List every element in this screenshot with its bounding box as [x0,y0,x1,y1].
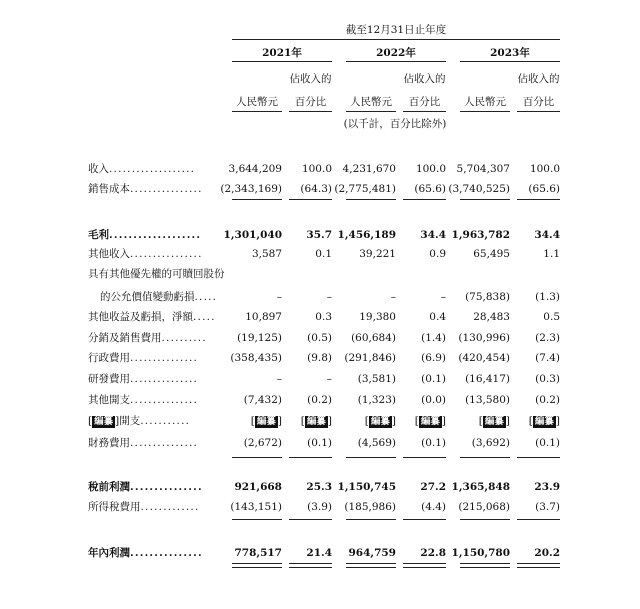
amount-cell: (19,125) [237,332,282,344]
percent-cell: (0.1) [535,437,560,449]
table-rule [289,563,332,568]
unit-note: (以千計，百分比除外) [343,118,447,130]
amount-cell: (3,740,525) [448,183,510,195]
table-rule [346,519,396,520]
row-label: 毛利................... [88,229,202,241]
percent-cell: (1.4) [421,332,446,344]
amount-cell: (215,068) [458,501,510,513]
percent-cell: (0.1) [421,437,446,449]
percent-cell: 0.4 [429,311,446,323]
year-2022: 2022年 [376,47,416,59]
rmb-header-2021: 人民幣元 [236,96,278,108]
table-rule [232,199,282,200]
row-label: 分銷及銷售費用.......... [88,332,207,344]
percent-cell: 100.0 [301,163,332,175]
amount-cell: 778,517 [234,547,282,559]
amount-cell: 3,644,209 [228,163,282,175]
amount-cell: 964,759 [348,547,396,559]
row-label: 行政費用............... [88,352,199,364]
amount-cell: 1,456,189 [337,229,396,241]
percent-cell: (64.3) [300,183,332,195]
table-rule [403,519,446,520]
amount-cell: 10,897 [245,311,282,323]
percent-cell: (0.3) [535,373,560,385]
table-rule [403,563,446,568]
amount-cell: (3,581) [357,373,396,385]
pct-header-2021: 百分比 [294,96,327,108]
row-label: 年內利潤............... [88,547,203,559]
header-rule [232,111,282,112]
percent-cell: (0.0) [421,394,446,406]
percent-cell: (3.7) [535,501,560,513]
redacted-cell: [ 編纂 ] [528,415,560,427]
amount-cell: (358,435) [230,352,282,364]
percent-cell: (0.2) [307,394,332,406]
percent-cell: 0.5 [543,311,560,323]
percent-cell: – [440,291,446,303]
percent-cell: (7.4) [535,352,560,364]
row-label: 收入................... [88,163,196,175]
header-rule [346,111,396,112]
amount-cell: – [276,291,282,303]
amount-cell: 1,150,780 [451,547,510,559]
amount-cell: (60,684) [351,332,396,344]
table-rule [289,199,332,200]
table-rule [460,457,510,458]
percent-cell: – [326,291,332,303]
table-rule [232,519,282,520]
amount-cell: 65,495 [473,248,510,260]
row-label: 具有其他優先權的可贖回股份 [88,268,225,280]
table-rule [517,519,560,520]
percent-cell: 0.3 [315,311,332,323]
percent-cell: (1.3) [535,291,560,303]
table-rule [232,457,282,458]
year-2021: 2021年 [262,47,302,59]
amount-cell: 19,380 [359,311,396,323]
percent-cell: 34.4 [534,229,560,241]
row-label: [ 編纂 ]開支........... [88,415,191,427]
redacted-mark: 編纂 [94,416,114,427]
amount-cell: 1,301,040 [223,229,282,241]
percent-cell: (4.4) [421,501,446,513]
amount-cell: (1,323) [357,394,396,406]
percent-cell: 0.1 [315,248,332,260]
percent-cell: 25.3 [306,481,332,493]
amount-cell: 921,668 [234,481,282,493]
amount-cell: – [276,373,282,385]
table-rule [517,199,560,200]
rmb-header-2022: 人民幣元 [350,96,392,108]
amount-cell: (291,846) [344,352,396,364]
table-rule [346,457,396,458]
table-rule [232,563,282,568]
amount-cell: 39,221 [359,248,396,260]
percent-cell: (0.1) [421,373,446,385]
amount-cell: (3,692) [471,437,510,449]
amount-cell: – [390,291,396,303]
amount-cell: 1,963,782 [451,229,510,241]
row-label: 稅前利潤............... [88,481,203,493]
table-rule [460,563,510,568]
amount-cell: (185,986) [344,501,396,513]
year-underline-2022 [346,61,446,62]
rmb-header-2023: 人民幣元 [464,96,506,108]
year-2023: 2023年 [490,47,530,59]
percent-cell: – [326,373,332,385]
amount-cell: (7,432) [243,394,282,406]
percent-cell: 27.2 [420,481,446,493]
amount-cell: (16,417) [465,373,510,385]
row-label: 所得稅費用............. [88,501,200,513]
redacted-cell: [ 編纂 ] [300,415,332,427]
table-rule [346,199,396,200]
amount-cell: (420,454) [458,352,510,364]
percent-cell: 0.9 [429,248,446,260]
percent-cell: 35.7 [306,229,332,241]
table-rule [346,563,396,568]
row-label: 其他開支............... [88,394,199,406]
amount-cell: 3,587 [251,248,282,260]
percent-cell: (0.1) [307,437,332,449]
year-underline-2023 [460,61,560,62]
percent-cell: 1.1 [543,248,560,260]
table-rule [460,519,510,520]
amount-cell: (143,151) [230,501,282,513]
row-label: 銷售成本................ [88,183,203,195]
percent-cell: 100.0 [529,163,560,175]
header-rule [403,111,446,112]
percent-cell: (65.6) [528,183,560,195]
percent-cell: (9.8) [307,352,332,364]
pct-header-2022: 百分比 [408,96,441,108]
header-rule [517,111,560,112]
amount-cell: (75,838) [465,291,510,303]
amount-cell: (2,343,169) [220,183,282,195]
redacted-cell: [ 編纂 ] [414,415,446,427]
percent-cell: (6.9) [421,352,446,364]
header-rule [460,111,510,112]
amount-cell: (4,569) [357,437,396,449]
amount-cell: 1,150,745 [337,481,396,493]
table-rule [517,563,560,568]
row-label: 其他收入................ [88,248,203,260]
amount-cell: 1,365,848 [451,481,510,493]
amount-cell: (2,775,481) [334,183,396,195]
percent-cell: (0.2) [535,394,560,406]
row-label: 研發費用............... [88,373,199,385]
pct-header-top-2022: 佔收入的 [403,73,446,85]
percent-cell: 21.4 [306,547,332,559]
redacted-cell: [ 編纂 ] [364,415,396,427]
amount-cell: (13,580) [465,394,510,406]
year-underline-2021 [232,61,332,62]
percent-cell: 23.9 [534,481,560,493]
row-label: 的公允價值變動虧損..... [100,291,218,303]
amount-cell: 4,231,670 [342,163,396,175]
percent-cell: 22.8 [420,547,446,559]
pct-header-top-2023: 佔收入的 [517,73,560,85]
table-rule [289,457,332,458]
percent-cell: 100.0 [415,163,446,175]
period-heading: 截至12月31日止年度 [345,24,447,36]
amount-cell: 28,483 [473,311,510,323]
percent-cell: (2.3) [535,332,560,344]
amount-cell: (130,996) [458,332,510,344]
percent-cell: (3.9) [307,501,332,513]
table-rule [517,457,560,458]
amount-cell: (2,672) [243,437,282,449]
percent-cell: (0.5) [307,332,332,344]
percent-cell: 20.2 [534,547,560,559]
header-rule [289,111,332,112]
amount-cell: 5,704,307 [456,163,510,175]
table-rule [403,457,446,458]
row-label: 財務費用............... [88,437,199,449]
pct-header-2023: 百分比 [522,96,555,108]
redacted-cell: [ 編纂 ] [478,415,510,427]
percent-cell: 34.4 [420,229,446,241]
table-rule [460,199,510,200]
percent-cell: (65.6) [414,183,446,195]
pct-header-top-2021: 佔收入的 [289,73,332,85]
redacted-cell: [ 編纂 ] [250,415,282,427]
table-rule [403,199,446,200]
row-label: 其他收益及虧損，淨額..... [88,311,216,323]
period-underline [232,39,560,40]
table-rule [289,519,332,520]
